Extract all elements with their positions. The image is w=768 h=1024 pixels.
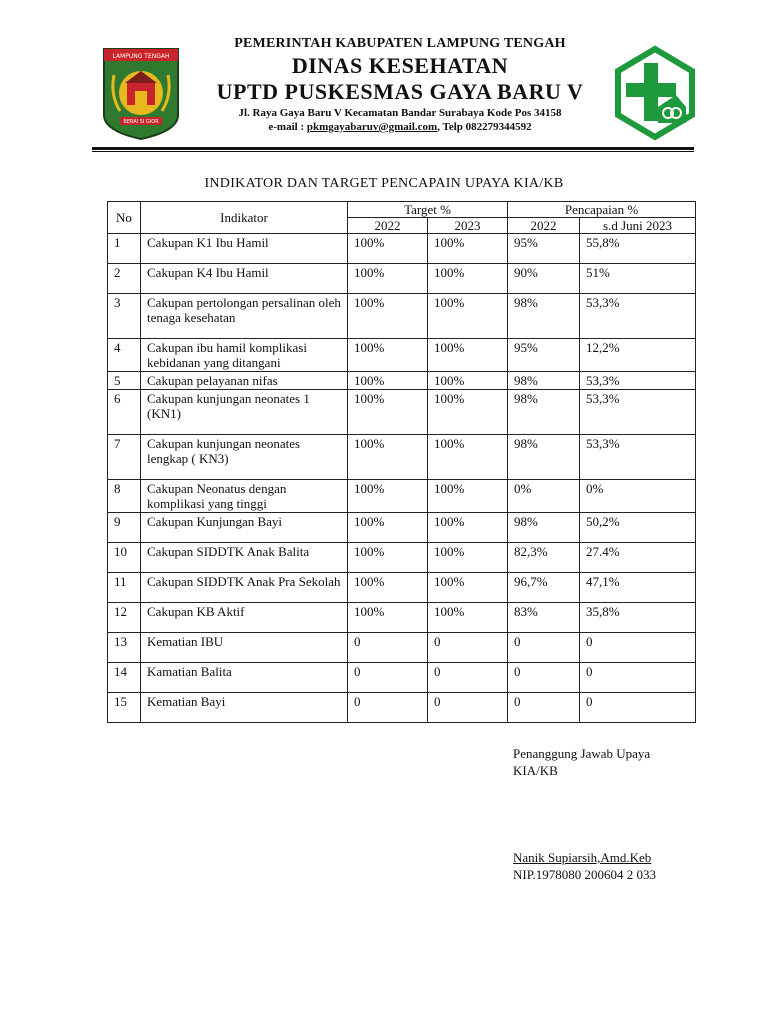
puskesmas-logo bbox=[614, 45, 696, 141]
government-line: PEMERINTAH KABUPATEN LAMPUNG TENGAH bbox=[234, 36, 566, 51]
cell-no: 11 bbox=[108, 573, 141, 603]
unit-name: UPTD PUSKESMAS GAYA BARU V bbox=[216, 79, 584, 104]
cell-no: 9 bbox=[108, 513, 141, 543]
cell-t2023: 100% bbox=[428, 543, 508, 573]
cell-p2022: 0 bbox=[508, 693, 580, 723]
cell-p2022: 98% bbox=[508, 435, 580, 480]
cell-p2023: 35,8% bbox=[580, 603, 696, 633]
signature-block bbox=[513, 745, 657, 882]
table-row bbox=[108, 372, 696, 390]
cell-indikator: Cakupan kunjungan neonates 1 (KN1) bbox=[141, 390, 348, 435]
signatory-name: Nanik Supiarsih,Amd.Keb bbox=[513, 850, 652, 865]
cell-no: 3 bbox=[108, 294, 141, 339]
cell-t2023: 100% bbox=[428, 234, 508, 264]
address: Jl. Raya Gaya Baru V Kecamatan Bandar Surabaya Kode Pos 34158 bbox=[238, 107, 562, 119]
signature-role-line2: KIA/KB bbox=[513, 763, 558, 778]
table-row bbox=[108, 480, 696, 513]
cell-p2023: 53,3% bbox=[580, 435, 696, 480]
table-row bbox=[108, 513, 696, 543]
cell-p2022: 0 bbox=[508, 663, 580, 693]
cell-p2023: 55,8% bbox=[580, 234, 696, 264]
cell-t2023: 100% bbox=[428, 573, 508, 603]
table-row bbox=[108, 390, 696, 435]
cell-indikator: Cakupan SIDDTK Anak Pra Sekolah bbox=[141, 573, 348, 603]
contact-line bbox=[190, 121, 610, 133]
cell-t2023: 100% bbox=[428, 435, 508, 480]
cell-t2022: 0 bbox=[348, 693, 428, 723]
indicator-table bbox=[107, 201, 696, 723]
cell-p2023: 53,3% bbox=[580, 294, 696, 339]
cell-p2022: 98% bbox=[508, 372, 580, 390]
cell-t2022: 100% bbox=[348, 603, 428, 633]
cell-p2023: 27.4% bbox=[580, 543, 696, 573]
table-row bbox=[108, 543, 696, 573]
cell-t2022: 100% bbox=[348, 543, 428, 573]
cell-p2022: 90% bbox=[508, 264, 580, 294]
cell-t2022: 100% bbox=[348, 513, 428, 543]
cell-no: 1 bbox=[108, 234, 141, 264]
cell-indikator: Kematian IBU bbox=[141, 633, 348, 663]
cell-indikator: Cakupan ibu hamil komplikasi kebidanan yang ditangani bbox=[141, 339, 348, 372]
cell-no: 13 bbox=[108, 633, 141, 663]
letterhead bbox=[0, 0, 768, 160]
table-row bbox=[108, 294, 696, 339]
cell-indikator: Cakupan pelayanan nifas bbox=[141, 372, 348, 390]
cell-t2023: 100% bbox=[428, 339, 508, 372]
svg-text:BERAI SI GIOR: BERAI SI GIOR bbox=[123, 119, 159, 125]
cell-p2022: 98% bbox=[508, 513, 580, 543]
header-no: No bbox=[108, 202, 141, 234]
svg-text:LAMPUNG TENGAH: LAMPUNG TENGAH bbox=[112, 53, 170, 60]
cell-p2022: 96,7% bbox=[508, 573, 580, 603]
header-target-2022: 2022 bbox=[348, 218, 428, 234]
cell-p2022: 98% bbox=[508, 294, 580, 339]
cell-indikator: Cakupan K4 Ibu Hamil bbox=[141, 264, 348, 294]
cell-t2023: 0 bbox=[428, 693, 508, 723]
cell-no: 5 bbox=[108, 372, 141, 390]
cell-p2023: 51% bbox=[580, 264, 696, 294]
cell-t2022: 0 bbox=[348, 663, 428, 693]
cell-t2022: 100% bbox=[348, 435, 428, 480]
cell-p2022: 82,3% bbox=[508, 543, 580, 573]
cell-t2023: 0 bbox=[428, 633, 508, 663]
cell-p2022: 98% bbox=[508, 390, 580, 435]
cell-no: 4 bbox=[108, 339, 141, 372]
document-title: INDIKATOR DAN TARGET PENCAPAIN UPAYA KIA/KB bbox=[204, 176, 564, 191]
cell-p2023: 0 bbox=[580, 693, 696, 723]
cell-p2023: 0% bbox=[580, 480, 696, 513]
cell-t2023: 100% bbox=[428, 294, 508, 339]
cell-t2022: 100% bbox=[348, 390, 428, 435]
cell-p2023: 53,3% bbox=[580, 390, 696, 435]
header-target: Target % bbox=[348, 202, 508, 218]
cell-p2023: 0 bbox=[580, 633, 696, 663]
cell-indikator: Cakupan pertolongan persalinan oleh tenaga kesehatan bbox=[141, 294, 348, 339]
table-row bbox=[108, 633, 696, 663]
cell-p2022: 0 bbox=[508, 633, 580, 663]
cell-p2022: 0% bbox=[508, 480, 580, 513]
email-label: e-mail : bbox=[268, 121, 307, 133]
table-row bbox=[108, 339, 696, 372]
phone: , Telp 082279344592 bbox=[437, 121, 532, 133]
cell-t2022: 100% bbox=[348, 480, 428, 513]
cell-t2022: 100% bbox=[348, 264, 428, 294]
cell-p2023: 53,3% bbox=[580, 372, 696, 390]
table-row bbox=[108, 603, 696, 633]
cell-p2022: 95% bbox=[508, 234, 580, 264]
header-pencapaian: Pencapaian % bbox=[508, 202, 696, 218]
cell-p2022: 95% bbox=[508, 339, 580, 372]
header-pencapaian-2023: s.d Juni 2023 bbox=[580, 218, 696, 234]
cell-p2023: 12,2% bbox=[580, 339, 696, 372]
lampung-tengah-emblem bbox=[100, 45, 182, 141]
header-target-2023: 2023 bbox=[428, 218, 508, 234]
cell-indikator: Cakupan kunjungan neonates lengkap ( KN3) bbox=[141, 435, 348, 480]
agency-name: DINAS KESEHATAN bbox=[291, 53, 509, 78]
header-pencapaian-2022: 2022 bbox=[508, 218, 580, 234]
cell-no: 10 bbox=[108, 543, 141, 573]
table-row bbox=[108, 435, 696, 480]
cell-indikator: Cakupan Neonatus dengan komplikasi yang tinggi bbox=[141, 480, 348, 513]
cell-indikator: Cakupan SIDDTK Anak Balita bbox=[141, 543, 348, 573]
letterhead-text bbox=[190, 32, 610, 133]
cell-t2022: 100% bbox=[348, 294, 428, 339]
cell-t2022: 100% bbox=[348, 234, 428, 264]
cell-t2023: 100% bbox=[428, 513, 508, 543]
email-link[interactable]: pkmgayabaruv@gmail.com bbox=[306, 121, 438, 133]
header-rule bbox=[92, 147, 694, 150]
cell-t2023: 100% bbox=[428, 264, 508, 294]
header-rule-thin bbox=[92, 151, 694, 152]
signatory-nip: NIP.1978080 200604 2 033 bbox=[513, 867, 657, 882]
table-row bbox=[108, 693, 696, 723]
table-row bbox=[108, 573, 696, 603]
cell-no: 12 bbox=[108, 603, 141, 633]
cell-t2022: 100% bbox=[348, 573, 428, 603]
cell-t2023: 0 bbox=[428, 663, 508, 693]
cell-no: 8 bbox=[108, 480, 141, 513]
cell-no: 2 bbox=[108, 264, 141, 294]
cell-p2023: 50,2% bbox=[580, 513, 696, 543]
cell-indikator: Kamatian Balita bbox=[141, 663, 348, 693]
cell-indikator: Cakupan KB Aktif bbox=[141, 603, 348, 633]
cell-no: 6 bbox=[108, 390, 141, 435]
cell-indikator: Cakupan K1 Ibu Hamil bbox=[141, 234, 348, 264]
cell-no: 7 bbox=[108, 435, 141, 480]
cell-p2023: 47,1% bbox=[580, 573, 696, 603]
cell-t2022: 0 bbox=[348, 633, 428, 663]
cell-no: 14 bbox=[108, 663, 141, 693]
cell-t2023: 100% bbox=[428, 480, 508, 513]
header-indikator: Indikator bbox=[141, 202, 348, 234]
table-row bbox=[108, 663, 696, 693]
table-row bbox=[108, 234, 696, 264]
cell-p2022: 83% bbox=[508, 603, 580, 633]
cell-t2022: 100% bbox=[348, 372, 428, 390]
cell-indikator: Kematian Bayi bbox=[141, 693, 348, 723]
cell-p2023: 0 bbox=[580, 663, 696, 693]
cell-no: 15 bbox=[108, 693, 141, 723]
cell-t2023: 100% bbox=[428, 372, 508, 390]
table-row bbox=[108, 264, 696, 294]
signature-role-line1: Penanggung Jawab Upaya bbox=[513, 746, 651, 761]
cell-t2022: 100% bbox=[348, 339, 428, 372]
cell-t2023: 100% bbox=[428, 390, 508, 435]
cell-t2023: 100% bbox=[428, 603, 508, 633]
cell-indikator: Cakupan Kunjungan Bayi bbox=[141, 513, 348, 543]
